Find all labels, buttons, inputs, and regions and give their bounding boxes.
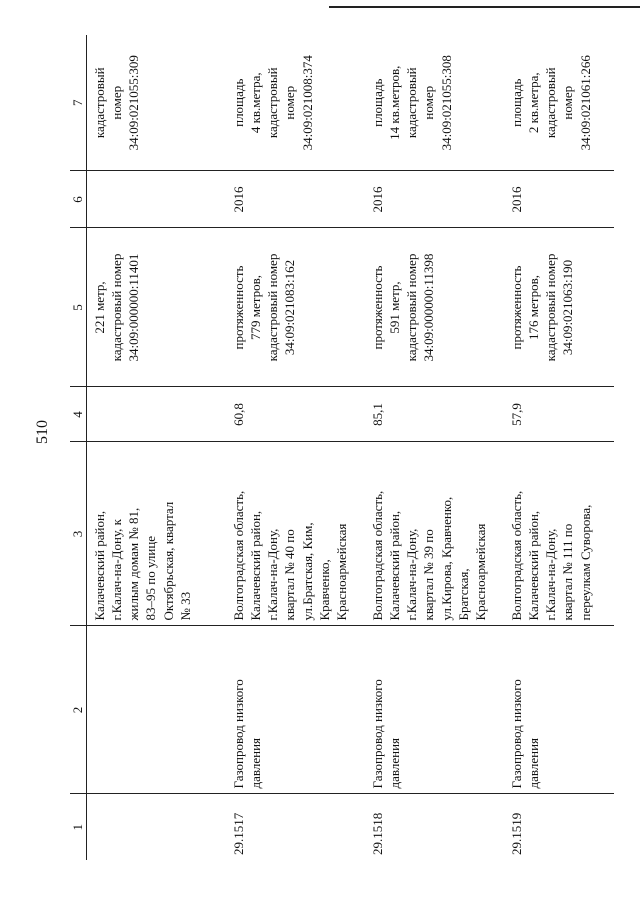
row-number-cell: 29.1517 — [231, 812, 246, 855]
characteristics-cell: протяженность 176 метров, кадастровый номер 34:09:021063:190 — [504, 228, 614, 387]
object-name-cell — [87, 626, 227, 794]
registry-table — [70, 35, 614, 860]
registry-table-container — [70, 35, 610, 860]
characteristics-cell: 221 метр, кадастровый номер 34:09:000000:11401 — [87, 228, 227, 387]
object-name-cell: Газопровод низкого давления — [365, 626, 504, 794]
notes-cell: площадь 2 кв.метра, кадастровый номер 34:09:021061:266 — [504, 35, 614, 171]
characteristics-cell: протяженность 779 метров, кадастровый номер 34:09:021083:162 — [226, 228, 365, 387]
characteristics-cell: протяженность 591 метр, кадастровый номер 34:09:000000:11398 — [365, 228, 504, 387]
address-cell: Волгоградская область, Калачевский район, г.Калач-на-Дону, квартал № 40 по ул.Братская, Ким, Кравченко, Красноармейская — [226, 442, 365, 626]
page-number: 510 — [34, 420, 51, 444]
table-row — [365, 35, 504, 860]
header-cell: 1 — [70, 794, 87, 860]
address-cell: Волгоградская область, Калачевский район, г.Калач-на-Дону, квартал № 111 по переулкам Суворова, — [504, 442, 614, 626]
row-number-cell — [87, 794, 227, 860]
header-cell: 6 — [70, 171, 87, 228]
table-row — [87, 35, 227, 860]
address-cell: Волгоградская область, Калачевский район, г.Калач-на-Дону, квартал № 39 по ул.Кирова, Кравченко, Братская, Красноармейская — [365, 442, 504, 626]
value-cell — [87, 387, 227, 442]
year-cell — [87, 171, 227, 228]
notes-cell: площадь 14 кв.метров, кадастровый номер 34:09:021055:308 — [365, 35, 504, 171]
header-cell: 7 — [70, 35, 87, 171]
header-cell: 3 — [70, 442, 87, 626]
object-name-cell: Газопровод низкого давления — [504, 626, 614, 794]
value-cell: 85,1 — [365, 387, 504, 442]
year-cell: 2016 — [226, 171, 365, 228]
object-name-cell: Газопровод низкого давления — [226, 626, 365, 794]
top-rule — [329, 6, 640, 8]
table-row — [226, 35, 365, 860]
table-header-row — [70, 35, 87, 860]
year-cell: 2016 — [504, 171, 614, 228]
notes-cell: кадастровый номер 34:09:021055:309 — [87, 35, 227, 171]
table-row — [504, 35, 614, 860]
header-cell: 5 — [70, 228, 87, 387]
row-number-cell: 29.1519 — [509, 812, 524, 855]
header-cell: 2 — [70, 626, 87, 794]
value-cell: 60,8 — [226, 387, 365, 442]
year-cell: 2016 — [365, 171, 504, 228]
header-cell: 4 — [70, 387, 87, 442]
address-cell: Калачевский район, г.Калач-на-Дону, к жилым домам № 81, 83–95 по улице Октябрьская, квартал № 33 — [87, 442, 227, 626]
value-cell: 57,9 — [504, 387, 614, 442]
row-number-cell: 29.1518 — [370, 812, 385, 855]
notes-cell: площадь 4 кв.метра, кадастровый номер 34:09:021008:374 — [226, 35, 365, 171]
